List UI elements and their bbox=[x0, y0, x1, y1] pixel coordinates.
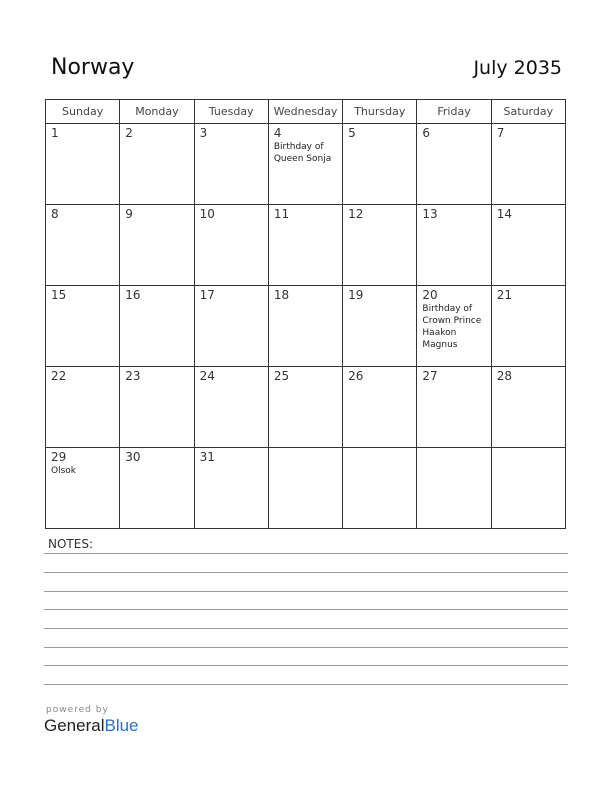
day-number: 3 bbox=[199, 126, 208, 140]
day-cell bbox=[343, 448, 417, 529]
note-line bbox=[44, 647, 568, 648]
day-cell bbox=[417, 286, 491, 367]
calendar-grid bbox=[45, 99, 566, 529]
day-cell bbox=[343, 205, 417, 286]
weekday-header-row bbox=[46, 100, 566, 124]
day-cell bbox=[194, 205, 268, 286]
day-number: 15 bbox=[51, 288, 67, 302]
day-number: 12 bbox=[348, 207, 364, 221]
day-number: 10 bbox=[199, 207, 215, 221]
day-number: 6 bbox=[422, 126, 431, 140]
day-cell bbox=[268, 286, 342, 367]
day-number: 22 bbox=[51, 369, 67, 383]
day-number: 16 bbox=[125, 288, 141, 302]
day-number: 18 bbox=[273, 288, 290, 302]
day-number: 23 bbox=[125, 369, 141, 383]
week-row bbox=[46, 286, 566, 367]
day-cell bbox=[46, 367, 120, 448]
notes-label: NOTES: bbox=[48, 537, 93, 551]
day-cell bbox=[120, 286, 194, 367]
day-cell bbox=[46, 205, 120, 286]
weekday-monday: Monday bbox=[120, 100, 194, 124]
note-line bbox=[44, 628, 568, 629]
day-cell bbox=[194, 367, 268, 448]
day-cell bbox=[491, 205, 565, 286]
day-cell bbox=[268, 367, 342, 448]
country-title: Norway bbox=[51, 55, 135, 80]
day-cell bbox=[194, 286, 268, 367]
day-number: 30 bbox=[125, 450, 141, 464]
weekday-friday: Friday bbox=[417, 100, 491, 124]
holiday-event: Birthday of Crown Prince Haakon Magnus bbox=[422, 304, 482, 350]
day-number: 1 bbox=[51, 126, 59, 140]
day-number: 24 bbox=[199, 369, 215, 383]
day-number: 29 bbox=[51, 450, 67, 464]
day-number: 14 bbox=[496, 207, 512, 221]
powered-by-text: powered by bbox=[46, 705, 109, 715]
holiday-event: Olsok bbox=[51, 466, 76, 476]
note-line bbox=[44, 684, 568, 685]
day-cell bbox=[343, 286, 417, 367]
day-number: 21 bbox=[496, 288, 512, 302]
day-cell bbox=[491, 448, 565, 529]
day-cell bbox=[268, 205, 342, 286]
day-number: 26 bbox=[348, 369, 364, 383]
weekday-wednesday: Wednesday bbox=[268, 100, 342, 124]
day-number: 11 bbox=[273, 207, 290, 221]
day-number: 17 bbox=[199, 288, 215, 302]
day-cell bbox=[46, 448, 120, 529]
day-cell bbox=[120, 367, 194, 448]
day-number: 27 bbox=[422, 369, 438, 383]
day-number: 25 bbox=[273, 369, 290, 383]
day-cell bbox=[417, 205, 491, 286]
day-cell bbox=[46, 286, 120, 367]
brand-blue: Blue bbox=[104, 716, 139, 735]
note-line bbox=[44, 591, 568, 592]
generalblue-logo bbox=[44, 716, 139, 736]
week-row bbox=[46, 448, 566, 529]
day-cell bbox=[268, 124, 342, 205]
note-line bbox=[44, 572, 568, 573]
day-number: 2 bbox=[125, 126, 133, 140]
day-cell bbox=[491, 286, 565, 367]
note-line bbox=[44, 609, 568, 610]
day-cell bbox=[343, 367, 417, 448]
weekday-saturday: Saturday bbox=[491, 100, 565, 124]
day-number: 8 bbox=[51, 207, 59, 221]
brand-general: General bbox=[44, 716, 105, 735]
day-cell bbox=[194, 448, 268, 529]
day-cell bbox=[120, 448, 194, 529]
week-row bbox=[46, 205, 566, 286]
weekday-thursday: Thursday bbox=[343, 100, 417, 124]
day-cell bbox=[417, 367, 491, 448]
day-cell bbox=[343, 124, 417, 205]
day-cell bbox=[120, 205, 194, 286]
note-line bbox=[44, 665, 568, 666]
day-cell bbox=[491, 367, 565, 448]
day-cell bbox=[417, 448, 491, 529]
month-year-title: July 2035 bbox=[473, 57, 562, 79]
weekday-tuesday: Tuesday bbox=[194, 100, 268, 124]
note-line bbox=[44, 553, 568, 554]
week-row bbox=[46, 124, 566, 205]
day-cell bbox=[46, 124, 120, 205]
day-cell bbox=[417, 124, 491, 205]
weekday-sunday: Sunday bbox=[46, 100, 120, 124]
day-number: 13 bbox=[422, 207, 438, 221]
day-number: 9 bbox=[125, 207, 133, 221]
day-cell bbox=[194, 124, 268, 205]
day-number: 4 bbox=[273, 126, 282, 140]
day-number: 28 bbox=[496, 369, 512, 383]
day-number: 20 bbox=[422, 288, 438, 302]
day-cell bbox=[120, 124, 194, 205]
day-number: 19 bbox=[348, 288, 364, 302]
week-row bbox=[46, 367, 566, 448]
day-number: 5 bbox=[348, 126, 356, 140]
day-cell bbox=[491, 124, 565, 205]
day-number: 7 bbox=[496, 126, 505, 140]
holiday-event: Birthday of Queen Sonja bbox=[273, 142, 332, 164]
day-cell bbox=[268, 448, 342, 529]
day-number: 31 bbox=[199, 450, 215, 464]
